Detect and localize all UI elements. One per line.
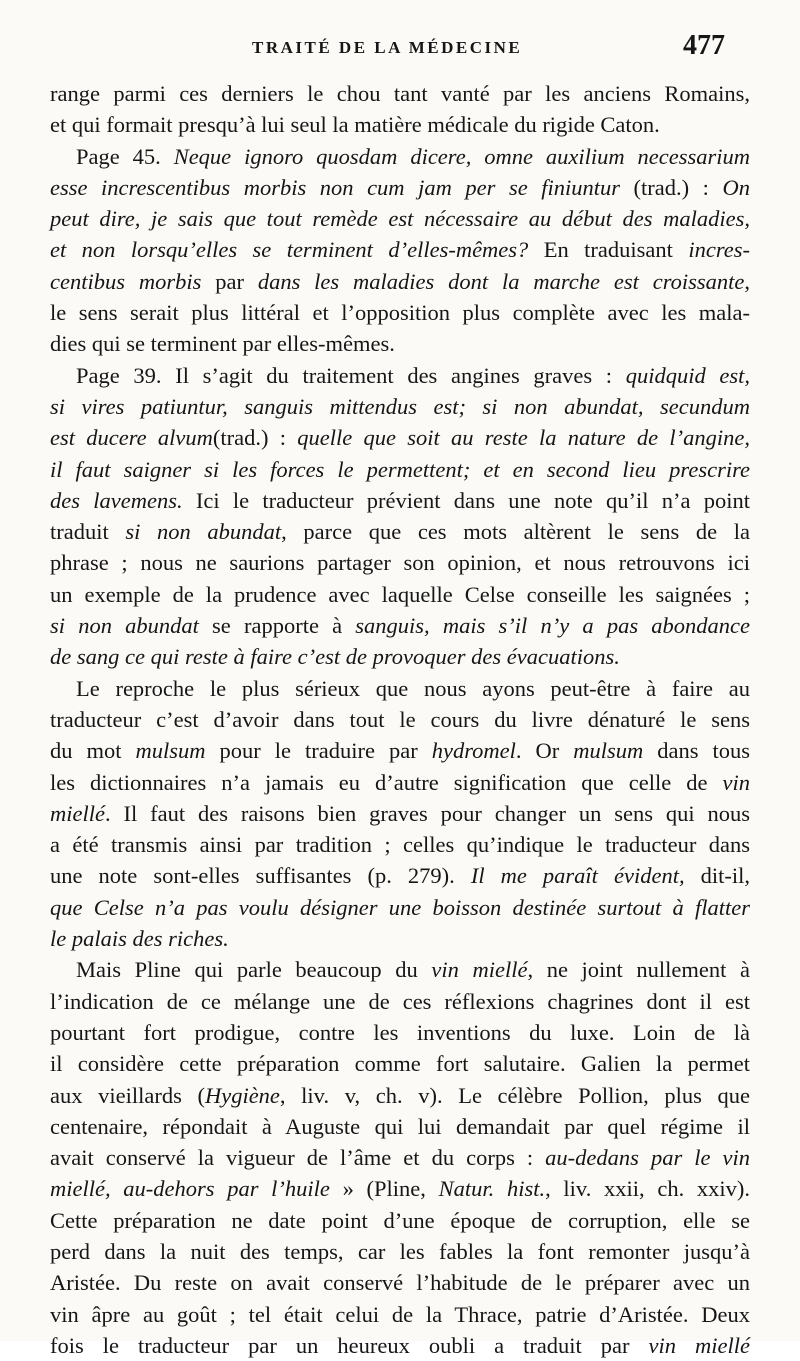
italic-text: Natur. hist. xyxy=(438,1176,546,1202)
text-run: perd dans la nuit des temps, car les fables la font remonter jusqu’à xyxy=(50,1238,750,1264)
text-run: et qui formait presqu’à lui seul la matière médicale du rigide Caton. xyxy=(50,112,660,138)
italic-text: incres- xyxy=(688,237,750,263)
text-line xyxy=(50,954,750,985)
text-line xyxy=(50,735,750,766)
text-line xyxy=(50,1017,750,1048)
text-line xyxy=(50,1267,750,1298)
text-line xyxy=(50,579,750,610)
italic-text: que Celse n’a pas voulu désigner une boisson destinée surtout à flatter xyxy=(50,894,750,920)
text-line xyxy=(50,391,750,422)
running-title: TRAITÉ DE LA MÉDECINE xyxy=(252,38,523,57)
text-line xyxy=(50,610,750,641)
text-line xyxy=(50,829,750,860)
italic-text: est ducere alvum xyxy=(50,425,213,451)
text-line xyxy=(50,266,750,297)
running-head xyxy=(0,30,800,76)
text-run: pour le traduire par xyxy=(205,738,432,764)
text-run: avait conservé la vigueur de l’âme et du corps : xyxy=(50,1145,546,1171)
italic-text: il faut saigner si les forces le permettent; et en second lieu prescrire xyxy=(50,456,750,482)
italic-text: vin miellé xyxy=(648,1332,750,1358)
text-line xyxy=(50,1048,750,1079)
italic-text: mulsum xyxy=(135,738,206,764)
text-line xyxy=(50,78,750,109)
text-run: , parce que ces mots altèrent le sens de la xyxy=(281,519,751,545)
italic-text: miellé, au-dehors par l’huile xyxy=(50,1176,330,1202)
italic-text: sanguis, mais s’il n’y a pas abondance xyxy=(355,613,750,639)
text-run: Page 39. Il s’agit du traitement des angines graves : xyxy=(76,362,626,388)
italic-text: si non abundat xyxy=(50,613,199,639)
text-run: les dictionnaires n’a jamais eu d’autre signification que celle de xyxy=(50,769,723,795)
text-run: un exemple de la prudence avec laquelle Celse conseille les saignées ; xyxy=(50,581,750,607)
text-run: , liv. xxii, ch. xxiv). xyxy=(545,1176,751,1202)
italic-text: et non lorsqu’elles se terminent d’elles-mêmes? xyxy=(50,237,529,263)
text-run: dit-il, xyxy=(684,863,751,889)
text-run: . Il faut des raisons bien graves pour changer un sens qui nous xyxy=(104,800,750,826)
italic-text: des lavemens. xyxy=(50,487,183,513)
text-run: Cette préparation ne date point d’une époque de corruption, elle se xyxy=(50,1207,750,1233)
text-line xyxy=(50,1236,750,1267)
text-line xyxy=(50,485,750,516)
text-run: se rapporte à xyxy=(198,613,356,639)
text-line xyxy=(50,172,750,203)
text-line xyxy=(50,1080,750,1111)
text-run: dies qui se terminent par elles-mêmes. xyxy=(50,331,395,357)
text-run: En traduisant xyxy=(528,237,689,263)
text-line xyxy=(50,547,750,578)
italic-text: de sang ce qui reste à faire c’est de provoquer des évacuations. xyxy=(50,644,620,670)
text-line xyxy=(50,203,750,234)
text-run: par xyxy=(201,268,258,294)
text-run: dans tous xyxy=(643,738,750,764)
italic-text: au-dedans par le vin xyxy=(545,1145,750,1171)
italic-text: vin miellé xyxy=(431,957,528,983)
text-run: aux vieillards ( xyxy=(50,1082,205,1108)
text-line xyxy=(50,109,750,140)
text-run: » (Pline, xyxy=(329,1176,439,1202)
text-run: phrase ; nous ne saurions partager son opinion, et nous retrouvons ici xyxy=(50,550,750,576)
italic-text: si vires patiuntur, sanguis mittendus est; si non abundat, secundum xyxy=(50,393,750,419)
italic-text: dans les maladies dont la marche est croissante xyxy=(257,268,745,294)
text-run: range parmi ces derniers le chou tant vanté par les anciens Romains, xyxy=(50,81,750,106)
text-run: centenaire, répondait à Auguste qui lui demandait par quel régime il xyxy=(50,1113,750,1139)
text-line xyxy=(50,892,750,923)
text-line xyxy=(50,860,750,891)
italic-text: quidquid est, xyxy=(625,362,750,388)
text-run: il considère cette préparation comme fort salutaire. Galien la permet xyxy=(50,1051,750,1077)
italic-text: hydromel xyxy=(431,738,516,764)
text-run: a été transmis ainsi par tradition ; celles qu’indique le traducteur dans xyxy=(50,832,750,858)
text-line xyxy=(50,1142,750,1173)
text-run: Ici le traducteur prévient dans une note qu’il n’a point xyxy=(182,487,750,513)
text-line xyxy=(50,297,750,328)
text-line xyxy=(50,1299,750,1330)
text-line xyxy=(50,234,750,265)
text-run: traduit xyxy=(50,519,126,545)
text-run: (trad.) : xyxy=(212,425,298,451)
italic-text: le palais des riches. xyxy=(50,926,229,952)
italic-text: quelle que soit au reste la nature de l’angine, xyxy=(297,425,750,451)
text-line xyxy=(50,767,750,798)
text-run: du mot xyxy=(50,738,136,764)
italic-text: esse increscentibus morbis non cum jam per se finiuntur xyxy=(50,174,620,200)
text-run: . Or xyxy=(515,738,574,764)
text-line xyxy=(50,141,750,172)
text-run: vin âpre au goût ; tel était celui de la Thrace, patrie d’Aristée. Deux xyxy=(50,1301,750,1327)
page-number: 477 xyxy=(683,30,725,61)
text-run: Le reproche le plus sérieux que nous ayons peut-être à faire au xyxy=(76,675,750,701)
text-run: , ne joint nullement à xyxy=(527,957,750,983)
text-line xyxy=(50,641,750,672)
text-run: (trad.) : xyxy=(620,174,723,200)
text-line xyxy=(50,454,750,485)
text-run: pourtant fort prodigue, contre les inventions du luxe. Loin de là xyxy=(50,1019,750,1045)
text-line xyxy=(50,923,750,954)
text-line xyxy=(50,422,750,453)
italic-text: Hygiène xyxy=(204,1082,280,1108)
text-line xyxy=(50,360,750,391)
italic-text: miellé xyxy=(50,800,105,826)
italic-text: peut dire, je sais que tout remède est nécessaire au début des maladies, xyxy=(50,206,750,232)
text-line xyxy=(50,1205,750,1236)
text-run: Mais Pline qui parle beaucoup du xyxy=(76,957,432,983)
text-line xyxy=(50,798,750,829)
text-run: fois le traducteur par un heureux oubli a traduit par xyxy=(50,1332,649,1358)
italic-text: Il me paraît évident, xyxy=(470,863,685,889)
text-line xyxy=(50,704,750,735)
text-run: une note sont-elles suffisantes (p. 279). xyxy=(50,863,471,889)
text-run: Page 45. xyxy=(76,143,174,169)
text-line xyxy=(50,1111,750,1142)
text-run: , liv. v, ch. v). Le célèbre Pollion, plus que xyxy=(279,1082,750,1108)
text-run: Aristée. Du reste on avait conservé l’habitude de le préparer avec un xyxy=(50,1270,750,1296)
text-line xyxy=(50,986,750,1017)
text-run: l’indication de ce mélange une de ces réflexions chagrines dont il est xyxy=(50,988,750,1014)
text-line xyxy=(50,328,750,359)
text-run: traducteur c’est d’avoir dans tout le cours du livre dénaturé le sens xyxy=(50,706,750,732)
italic-text: si non abundat xyxy=(125,519,282,545)
italic-text: mulsum xyxy=(573,738,644,764)
text-line xyxy=(50,516,750,547)
text-line xyxy=(50,1330,750,1361)
text-line xyxy=(50,673,750,704)
italic-text: On xyxy=(722,174,750,200)
italic-text: Neque ignoro quosdam dicere, omne auxilium necessarium xyxy=(173,143,750,169)
body-text xyxy=(50,78,750,1361)
text-line xyxy=(50,1173,750,1204)
italic-text: centibus morbis xyxy=(50,268,202,294)
text-run: le sens serait plus littéral et l’opposition plus complète avec les mala- xyxy=(50,300,750,326)
text-run: , xyxy=(744,268,750,294)
italic-text: vin xyxy=(722,769,750,795)
